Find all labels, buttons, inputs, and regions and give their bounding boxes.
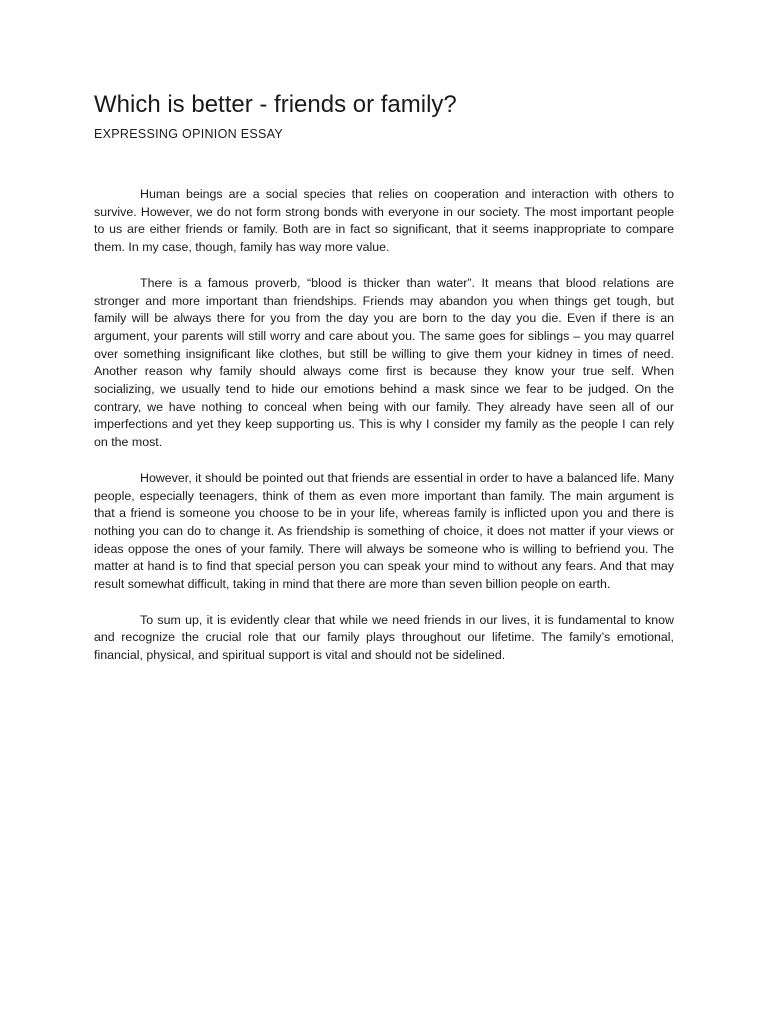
essay-body	[94, 186, 674, 665]
essay-title: Which is better - friends or family?	[94, 91, 457, 118]
paragraph-intro: Human beings are a social species that relies on cooperation and interaction with others to survive. However, we do not form strong bonds with everyone in our society. The most important people to us are either friends or family. Both are in fact so significant, that it seems inappropriate to compare them. In my case, though, family has way more value.	[94, 187, 674, 255]
paragraph-family: There is a famous proverb, “blood is thicker than water”. It means that blood relations are stronger and more important than friendships. Friends may abandon you when things get tough, but family will be always there for you from the day you are born to the day you die. Even if there is an argument, your parents will still worry and care about you. The same goes for siblings – you may quarrel over something insignificant like clothes, but still be willing to give them your kidney in times of need. Another reason why family should always come first is because they know your true self. When socializing, we usually tend to hide our emotions behind a mask since we fear to be judged. On the contrary, we have nothing to conceal when being with our family. They already have seen all of our imperfections and yet they keep supporting us. This is why I consider my family as the people I can rely on the most.	[94, 275, 674, 450]
essay-content	[94, 90, 674, 683]
paragraph-conclusion: To sum up, it is evidently clear that while we need friends in our lives, it is fundamental to know and recognize the crucial role that our family plays throughout our lifetime. The family’s emotional, financial, physical, and spiritual support is vital and should not be sidelined.	[94, 612, 674, 663]
essay-subtitle: EXPRESSING OPINION ESSAY	[94, 127, 283, 141]
paragraph-friends: However, it should be pointed out that friends are essential in order to have a balanced life. Many people, especially teenagers, think of them as even more important than family. The main argument is that a friend is someone you choose to be in your life, whereas family is inflicted upon you and there is nothing you can do to change it. As friendship is something of choice, it does not matter if your views or ideas oppose the ones of your family. There will always be someone who is willing to befriend you. The matter at hand is to find that special person you can speak your mind to without any fears. And that may result somewhat difficult, taking in mind that there are more than seven billion people on earth.	[94, 470, 674, 592]
